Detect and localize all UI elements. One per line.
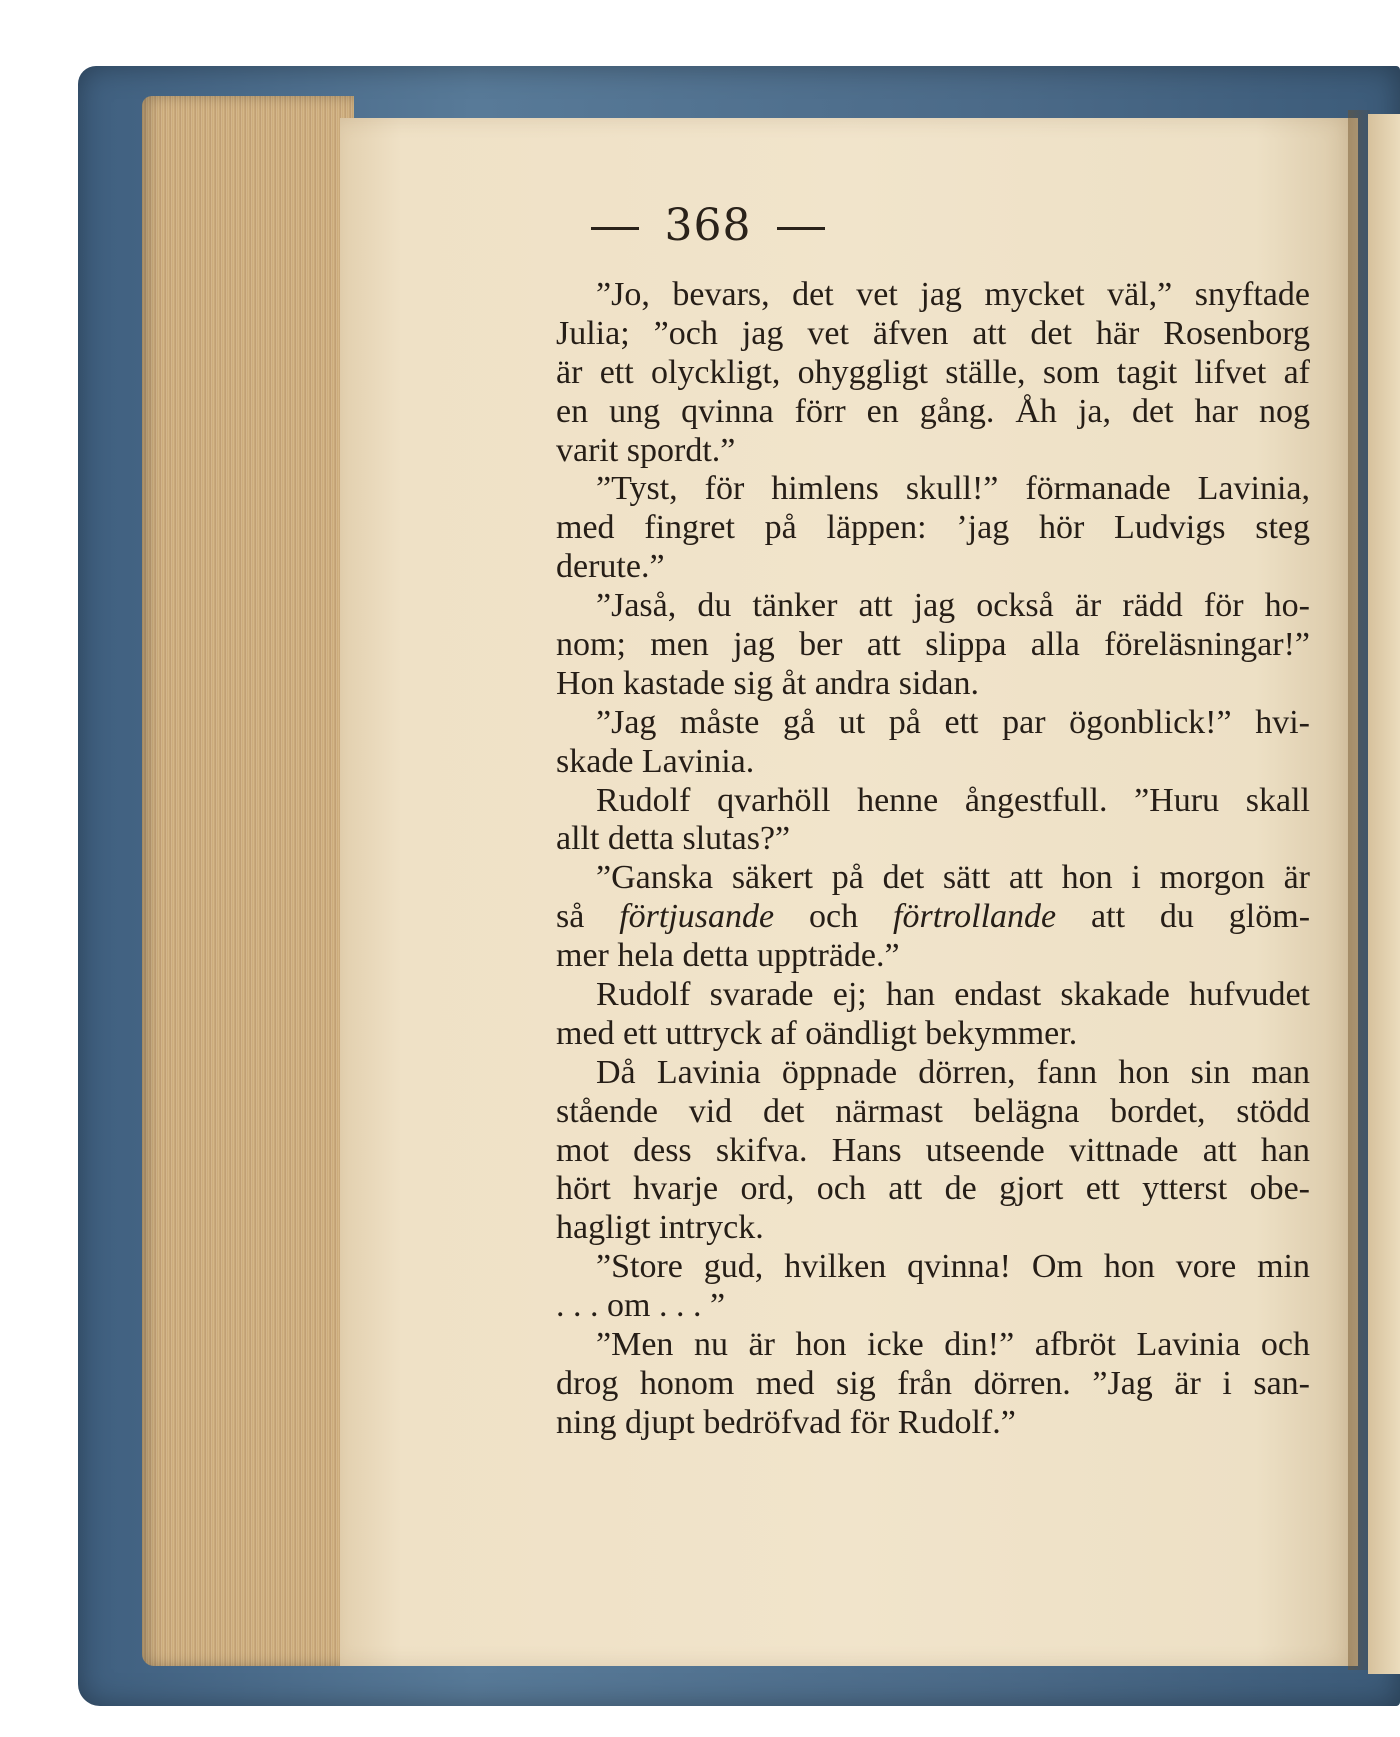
text-line: ”Men nu är hon icke din!” afbröt Lavinia och	[596, 1326, 1310, 1364]
text-line: ”Jo, bevars, det vet jag mycket väl,” snyftade	[596, 276, 1310, 313]
text-segment: att du glöm-	[1091, 898, 1310, 936]
text-line: ”Jaså, du tänker att jag också är rädd för ho-	[596, 587, 1310, 625]
page-number-header	[0, 200, 1400, 251]
text-line: ”Jag måste gå ut på ett par ögonblick!” hvi-	[596, 703, 1310, 741]
text-line: nom; men jag ber att slippa alla föreläsningar!”	[556, 626, 1310, 664]
text-line: Rudolf svarade ej; han endast skakade hufvudet	[596, 976, 1310, 1014]
facing-page-edge	[1368, 114, 1400, 1674]
spine-gutter	[1348, 110, 1370, 1670]
page-text	[556, 276, 1310, 1443]
text-line: är ett olyckligt, ohyggligt ställe, som tagit lifvet af	[556, 353, 1310, 391]
text-line: ”Store gud, hvilken qvinna! Om hon vore min	[596, 1248, 1310, 1286]
text-line: drog honom med sig från dörren. ”Jag är i san-	[556, 1364, 1310, 1402]
text-line: hagligt intryck.	[556, 1209, 764, 1247]
text-line: derute.”	[556, 548, 665, 586]
text-line: ”Tyst, för himlens skull!” förmanade Lavinia,	[596, 470, 1310, 508]
text-line: ning djupt bedröfvad för Rudolf.”	[556, 1403, 1016, 1441]
text-line: mot dess skifva. Hans utseende vittnade att han	[556, 1131, 1310, 1169]
italic-segment: förtrollande	[893, 898, 1057, 936]
text-line: Julia; ”och jag vet äfven att det här Rosenborg	[556, 314, 1310, 352]
text-line: hört hvarje ord, och att de gjort ett ytterst obe-	[556, 1170, 1310, 1208]
italic-segment: förtjusande	[619, 898, 775, 936]
text-line: med fingret på läppen: ’jag hör Ludvigs steg	[556, 509, 1310, 547]
text-line: allt detta slutas?”	[556, 820, 791, 858]
text-line: Hon kastade sig åt andra sidan.	[556, 664, 979, 702]
text-line: mer hela detta uppträde.”	[556, 937, 900, 975]
text-line: Då Lavinia öppnade dörren, fann hon sin man	[596, 1053, 1310, 1091]
text-line: ”Ganska säkert på det sätt att hon i morgon är	[596, 859, 1310, 897]
text-line: stående vid det närmast belägna bordet, stödd	[556, 1092, 1310, 1130]
text-line: . . . om . . . ”	[556, 1287, 726, 1325]
text-line: en ung qvinna förr en gång. Åh ja, det har nog	[556, 392, 1310, 430]
text-line: Rudolf qvarhöll henne ångestfull. ”Huru skall	[596, 781, 1310, 819]
header-dash-right	[777, 227, 825, 230]
text-line: skade Lavinia.	[556, 742, 755, 780]
text-line: varit spordt.”	[556, 431, 736, 469]
text-segment: så	[556, 898, 585, 936]
header-dash-left	[591, 227, 639, 230]
text-segment: och	[809, 898, 859, 936]
page-edges	[142, 96, 354, 1666]
text-line: med ett uttryck af oändligt bekymmer.	[556, 1014, 1078, 1052]
text-line-with-italics	[556, 898, 1310, 937]
page-number: 368	[664, 200, 752, 251]
